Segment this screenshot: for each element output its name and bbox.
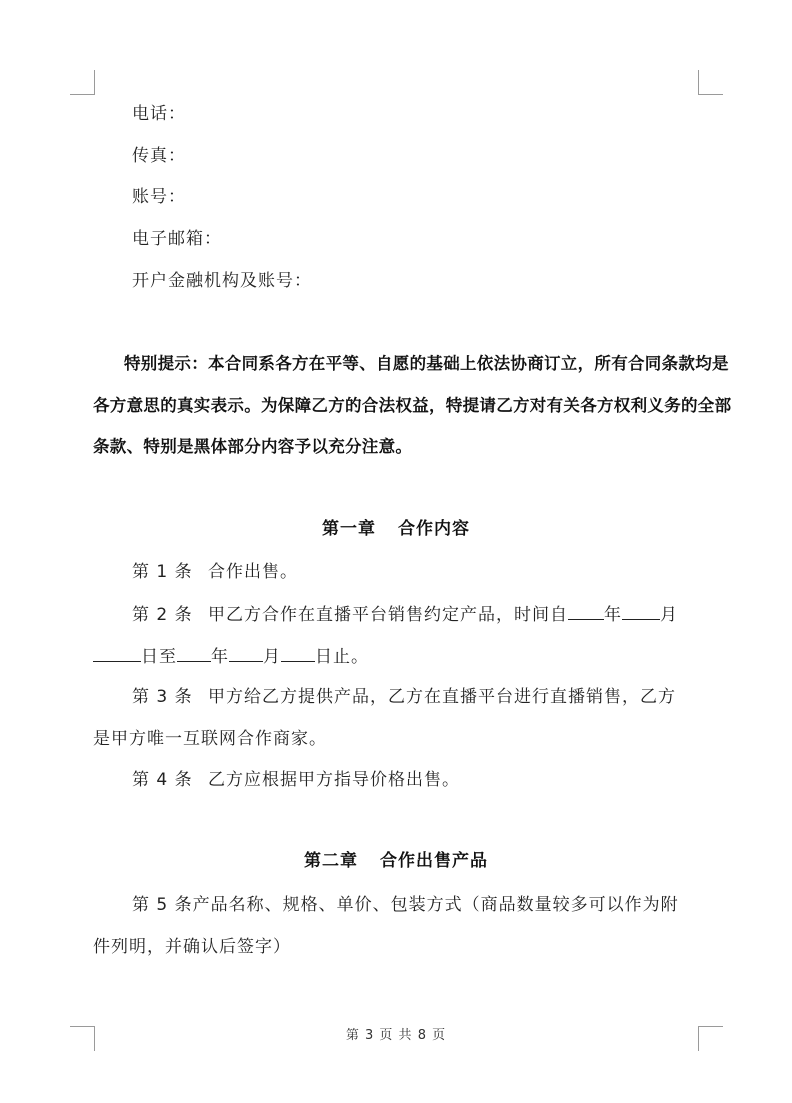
crop-mark-top-right [698,70,723,95]
email-label: 电子邮箱： [132,229,222,249]
article-5-line-1: 第 5 条产品名称、规格、单价、包装方式（商品数量较多可以作为附 [132,895,679,915]
bank-account-label: 开户金融机构及账号： [132,271,312,291]
article-2-line-1 [132,601,678,627]
end-month-unit: 月 [263,647,281,667]
chapter-2-heading [0,849,792,873]
article-2-number: 第 2 条 [132,605,193,625]
article-1-number: 第 1 条 [132,562,193,582]
end-day-blank[interactable] [281,643,315,662]
end-year-blank[interactable] [177,643,211,662]
phone-label: 电话： [132,104,186,124]
page-number-footer: 第 3 页 共 8 页 [345,1028,447,1043]
crop-mark-top-left [70,70,95,95]
start-year-unit: 年 [604,605,622,625]
article-3-line-2: 是甲方唯一互联网合作商家。 [93,729,327,749]
notice-line-1: 特别提示：本合同系各方在平等、自愿的基础上依法协商订立，所有合同条款均是 [124,354,729,373]
start-year-blank[interactable] [568,601,604,620]
chapter-1-title: 合作内容 [398,519,470,539]
article-3-number: 第 3 条 [132,687,193,707]
chapter-1-heading [0,517,792,541]
article-2-text: 甲乙方合作在直播平台销售约定产品，时间自 [208,605,568,625]
start-day-unit: 日至 [141,647,177,667]
account-label: 账号： [132,187,186,207]
article-5-line-2: 件列明，并确认后签字） [93,937,291,957]
article-1-text: 合作出售。 [208,562,298,582]
article-3-line-1 [132,685,676,709]
article-1 [132,560,298,584]
fax-label: 传真： [132,146,186,166]
notice-line-2: 各方意思的真实表示。为保障乙方的合法权益，特提请乙方对有关各方权利义务的全部 [93,396,732,415]
article-2-line-2 [93,643,369,669]
end-day-unit: 日止。 [315,647,369,667]
end-month-blank[interactable] [229,643,263,662]
article-4 [132,768,460,792]
chapter-1-number: 第一章 [322,519,376,539]
start-day-blank[interactable] [93,643,141,662]
article-3-text-1: 甲方给乙方提供产品，乙方在直播平台进行直播销售，乙方 [208,687,676,707]
chapter-2-number: 第二章 [304,851,358,871]
chapter-2-title: 合作出售产品 [380,851,488,871]
end-year-unit: 年 [211,647,229,667]
start-month-blank[interactable] [622,601,660,620]
article-4-number: 第 4 条 [132,770,193,790]
notice-line-3: 条款、特别是黑体部分内容予以充分注意。 [93,437,413,456]
start-month-unit: 月 [660,605,678,625]
article-4-text: 乙方应根据甲方指导价格出售。 [208,770,460,790]
